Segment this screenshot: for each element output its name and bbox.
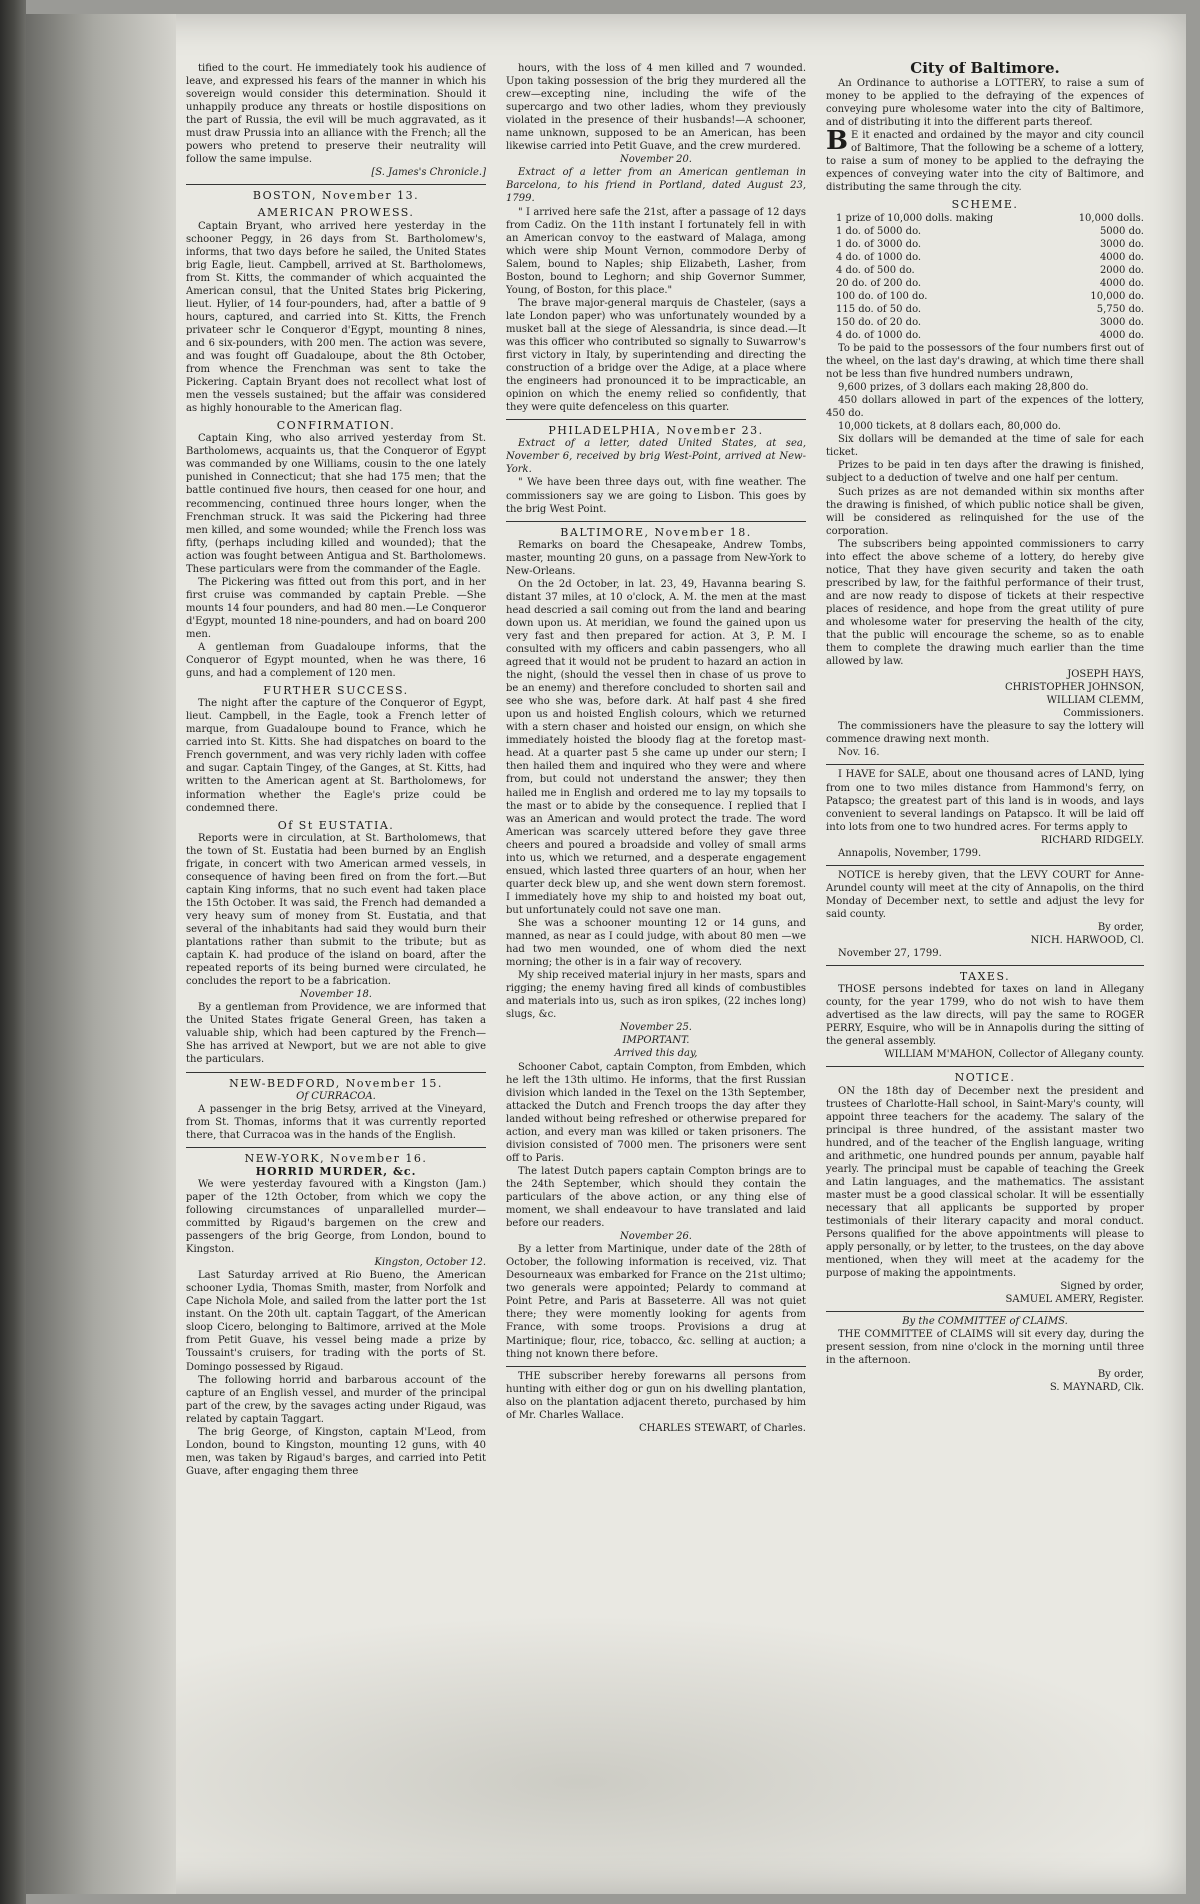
scheme-row [826,238,1144,251]
article-heading: FURTHER SUCCESS. [263,684,409,698]
article-heading: AMERICAN PROWESS. [257,206,415,220]
article-paragraph: " I arrived here safe the 21st, after a passage of 12 days from Cadiz. On the 11th instant I fortunately fell in with an American convoy to the eastward of Malaga, among which were ship Mount Vernon, commodore Derby of Salem, bound to Naples; ship Elizabeth, Lasher, from Boston, bound to Leghorn; and ship Governor Summer, Young, of Boston, for this place." [506,206,806,296]
article-paragraph: The latest Dutch papers captain Compton brings are to the 24th September, which should they contain the particulars of the above action, or any thing else of moment, we shall endeavour to have translated and laid before our readers. [506,1165,806,1230]
commissioner-name: CHRISTOPHER JOHNSON, [1004,682,1144,694]
book-spine [0,0,26,1904]
source-credit: [S. James's Chronicle.] [371,167,486,179]
column-rule [186,1147,486,1148]
column-rule [826,764,1144,765]
article-paragraph: The brave major-general marquis de Chasteler, (says a late London paper) who was unfortunately wounded by a musket ball at the siege of Alessandria, is since dead.—It was this officer who contributed so signally to Suwarrow's first victory in Italy, by superintending and directing the construction of a bridge over the Adige, at a place where the engineers had pronounced it to be impracticable, an opinion on which the enemy relied so confidently, that they were quite defenceless on this quarter. [506,297,806,414]
column-1 [186,62,486,1642]
notice-order: Signed by order, [1060,1281,1144,1293]
article-paragraph: She was a schooner mounting 12 or 14 guns, and manned, as near as I could judge, with about 80 men —we had two men wounded, one of whom died the next morning; the other is in a fair way of recovery. [506,918,806,969]
notice-date: Annapolis, November, 1799. [838,847,982,859]
advertisement-signature: NICH. HARWOOD, Cl. [1030,935,1144,947]
notice-date: November 27, 1799. [838,948,942,960]
article-paragraph: Captain King, who also arrived yesterday from St. Bartholomews, acquaints us, that the Conqueror of Egypt was commanded by one Williams, cousin to the one lately punished in Connecticut; that she had 175 men; that the battle continued five hours, then ceased for one hour, and recommencing, continued three hours longer, when the Frenchman struck. It was said the Pickering had three men killed, and some wounded; while the French loss was fifty, (perhaps including killed and wounded); that the action was fought between Antigua and St. Bartholomews. These particulars were from the commander of the Eagle. [186,433,486,575]
scheme-amount: 10,000 do. [1090,290,1144,302]
column-rule [506,1366,806,1367]
extract-intro: Extract of a letter from an American gentleman in Barcelona, to his friend in Portland, dated August 23, 1799. [506,167,806,205]
section-heading: City of Baltimore. [910,62,1060,77]
article-paragraph: The following horrid and barbarous account of the capture of an English vessel, and murder of the principal part of the crew, by the savages acting under Rigaud, was related by captain Taggart. [186,1374,486,1425]
scheme-row [826,277,1144,290]
article-paragraph: " We have been three days out, with fine weather. The commissioners say we are going to Lisbon. This goes by the brig West Point. [506,477,806,515]
claims-notice: THE COMMITTEE of CLAIMS will sit every day, during the present session, from nine o'clock in the morning until three in the afternoon. [826,1329,1144,1367]
column-rule [826,965,1144,966]
scheme-row [826,316,1144,329]
advertisement-signature: SAMUEL AMERY, Register. [1005,1294,1144,1306]
ordinance-title: An Ordinance to authorise a LOTTERY, to raise a sum of money to be applied to the defraying of the expences of conveying pure wholesome water into the city of Baltimore, and of distributing it into the different parts thereof. [826,78,1144,129]
scheme-amount: 3000 do. [1099,238,1144,250]
scheme-row [826,251,1144,264]
levy-notice: NOTICE is hereby given, that the LEVY COURT for Anne-Arundel county will meet at the city of Annapolis, on the third Monday of December next, to settle and adjust the levy for said county. [826,869,1144,920]
column-rule [506,521,806,522]
scheme-prize: 4 do. of 1000 do. [836,329,922,341]
scheme-prize: 1 do. of 5000 do. [836,225,922,237]
article-heading: NOTICE. [954,1071,1016,1085]
taxes-notice: THOSE persons indebted for taxes on land in Allegany county, for the year 1799, who do not wish to have them advertised as the law directs, will pay the same to ROGER PERRY, Esquire, who will be in Annapolis during the sitting of the general assembly. [826,984,1144,1048]
column-rule [506,419,806,420]
article-paragraph: We were yesterday favoured with a Kingston (Jam.) paper of the 12th October, from which we copy the following circumstances of unparallelled murder—committed by Rigaud's bargemen on the crew and passengers of the brig George, from London, bound to Kingston. [186,1178,486,1256]
article-heading: HORRID MURDER, &c. [255,1164,417,1178]
extract-intro: Extract of a letter, dated United States, at sea, November 6, received by brig West-Point, arrived at New-York. [506,438,806,476]
article-paragraph: hours, with the loss of 4 men killed and 7 wounded. Upon taking possession of the brig they murdered all the crew—excepting nine, including the wife of the supercargo and two other ladies, whom they previously violated in the presence of their husbands!—A schooner, name unknown, supposed to be an American, has been likewise carried into Petit Guave, and the crew murdered. [506,63,806,153]
scheme-amount: 4000 do. [1099,329,1144,341]
commissioners-label: Commissioners. [1063,708,1144,720]
article-paragraph: Last Saturday arrived at Rio Bueno, the American schooner Lydia, Thomas Smith, master, from Norfolk and Cape Nichola Mole, and sailed from the latter port the 1st instant. On the 20th ult. captain Taggart, of the American sloop Cicero, belonging to Baltimore, arrived at the Mole from Petit Guave, his vessel being made a prize by Toussaint's cruisers, for trading with the ports of St. Domingo possessed by Rigaud. [186,1270,486,1373]
article-paragraph: The night after the capture of the Conqueror of Egypt, lieut. Campbell, in the Eagle, took a French letter of marque, from Guadaloupe bound to France, which he carried into St. Kitts. She had dispatches on board to the French government, and was very richly laden with coffee and sugar. Captain Tingey, of the Ganges, at St. Kitts, had written to the American agent at St. Bartholomews, for information whether the Eagle's prize could be condemned there. [186,698,486,814]
scheme-note: To be paid to the possessors of the four numbers first out of the wheel, on the last day's drawing, at which time there shall not be less than five hundred numbers undrawn, [826,342,1144,381]
academy-notice: ON the 18th day of December next the president and trustees of Charlotte-Hall school, in Saint-Mary's county, will appoint three teachers for the academy. The salary of the principal is three hundred, of the assistant master two hundred, and of the teacher of the English language, writing and arithmetic, one hundred pounds per annum, payable half yearly. The principal must be capable of teaching the Greek and Latin languages, and the mathematics. The assistant master must be a good classical scholar. It will be essentially necessary that all applicants be supported by proper testimonials of their literary capacity and moral conduct. Persons qualified for the above appointments will please to apply personally, or by letter, to the trustees, on the day above mentioned, when they will meet at the academy for the purpose of making the appointments. [826,1085,1144,1280]
scheme-prize: 20 do. of 200 do. [836,277,922,289]
scheme-row [826,212,1144,225]
column-3 [826,62,1144,1882]
date-subheading: November 18. [299,989,372,1001]
article-heading: CONFIRMATION. [276,419,396,433]
article-heading: Of St EUSTATIA. [277,818,395,832]
advertisement-text: THE subscriber hereby forewarns all persons from hunting with either dog or gun on his dwelling plantation, also on the plantation adjacent thereto, purchased by him of Mr. Charles Wallace. [506,1370,806,1421]
column-rule [826,865,1144,866]
date-subheading: November 20. [619,154,692,166]
article-paragraph: On the 2d October, in lat. 23, 49, Havanna bearing S. distant 37 miles, at 10 o'clock, A. M. the men at the mast head descried a sail coming out from the land and bearing down upon us. At meridian, we found the gained upon us very fast and then prepared for action. At 3, P. M. I consulted with my officers and cabin passengers, who all agreed that it would not be prudent to hazard an action in the night, (should the vessel then in chase of us prove to be an enemy) and therefore concluded to shorten sail and see who she was, before dark. At half past 4 she fired upon us and hoisted English colours, which we returned with a stern chaser and hoisted our ensign, on which she immediately hoisted the bloody flag at the foretop mast-head. At a quarter past 5 she came up under our stern; I then hailed them and inquired who they were and where from, but could not understand the answer; they then hailed me in English and ordered me to lay my topsails to the mast or to abide by the consequence. I replied that I was an American and would protect the trade. The word American was scarcely uttered before they gave three cheers and poured a broadside and volley of small arms into us, which we returned, and a desperate engagement ensued, which lasted three quarters of an hour, when her quarter deck blew up, and she went down stern foremost. I immediately hove my ship to and hoisted my boat out, but unfortunately could not save one man. [506,578,806,916]
article-paragraph: A passenger in the brig Betsy, arrived at the Vineyard, from St. Thomas, informs that it was currently reported there, that Curracoa was in the hands of the English. [186,1103,486,1141]
dateline-heading: NEW-YORK, November 16. [244,1151,428,1165]
notice-order: By order, [1097,922,1144,933]
dateline-heading: BOSTON, November 13. [252,189,420,203]
binding-gutter-shadow [26,14,176,1894]
article-paragraph: Schooner Cabot, captain Compton, from Embden, which he left the 13th ultimo. He informs, that the first Russian division which landed in the Texel on the 13th September, attacked the Dutch and French troops the day after they landed without being refreshed or otherwise prepared for action, and every man was killed or taken prisoners. The division consisted of 7000 men. The prisoners were sent off to Paris. [506,1061,806,1164]
article-paragraph: Captain Bryant, who arrived here yesterday in the schooner Peggy, in 26 days from St. Bartholomew's, informs, that two days before he sailed, the United States brig Eagle, lieut. Campbell, arrived at St. Bartholomews, from St. Kitts, the commander of which acquainted the American consul, that the United States brig Pickering, lieut. Hylier, of 14 four-pounders, had, after a battle of 9 hours, captured, and carried into St. Kitts, the French privateer schr le Conqueror d'Egypt, mounting 8 nines, and 6 six-pounders, with 200 men. The action was severe, and was fought off Guadaloupe, about the 8th October, from whence the Frenchman was sent to take the Pickering. Captain Bryant does not recollect what lost of men the vessels sustained; but the affair was considered as highly honourable to the American flag. [186,220,486,415]
article-paragraph: A gentleman from Guadaloupe informs, that the Conqueror of Egypt mounted, when he was there, 16 guns, and had a complement of 120 men. [186,642,486,680]
scheme-row [826,264,1144,277]
scheme-amount: 10,000 dolls. [1078,212,1144,224]
ordinance-paragraph: Such prizes as are not demanded within six months after the drawing is finished, of which public notice shall be given, will be considered as relinquished for the use of the corporation. [826,486,1144,537]
article-heading: IMPORTANT. [622,1035,690,1047]
commissioner-name: JOSEPH HAYS, [1067,669,1144,681]
scheme-note: 450 dollars allowed in part of the expences of the lottery, 450 do. [826,395,1144,420]
dateline-heading: BALTIMORE, November 18. [560,525,752,539]
drop-cap: B [826,126,848,157]
scheme-note: 9,600 prizes, of 3 dollars each making 28,800 do. [838,382,1089,394]
scheme-row [826,225,1144,238]
date-subheading: November 25. [619,1022,692,1034]
advertisement-signature: CHARLES STEWART, of Charles. [639,1422,806,1434]
scheme-amount: 3000 do. [1099,316,1144,328]
article-paragraph: Remarks on board the Chesapeake, Andrew Tombs, master, mounting 20 guns, on a passage from New-York to New-Orleans. [506,539,806,577]
scheme-prize: 150 do. of 20 do. [836,316,922,328]
column-rule [826,1066,1144,1067]
notice-order: By order, [1097,1368,1144,1380]
scheme-table [826,212,1144,342]
scheme-amount: 4000 do. [1099,251,1144,263]
advertisement-signature: WILLIAM M'MAHON, Collector of Allegany county. [884,1049,1144,1061]
scheme-prize: 115 do. of 50 do. [836,303,922,315]
scheme-amount: 5000 do. [1099,225,1144,237]
ordinance-paragraph: The subscribers being appointed commissioners to carry into effect the above scheme of a lottery, do hereby give notice, That they have given security and taken the oath prescribed by law, for the faithful performance of their trust, and are now ready to dispose of tickets at their respective places of residence, and hope from the great utility of pure and wholesome water for preserving the health of the city, that the public will encourage the scheme, so as to enable them to complete the drawing much earlier than the time allowed by law. [826,538,1144,668]
column-2 [506,62,806,1882]
advertisement-signature: S. MAYNARD, Clk. [1049,1381,1144,1393]
scheme-prize: 4 do. of 500 do. [836,264,915,276]
column-rule [186,184,486,185]
article-subheading: Arrived this day, [614,1048,698,1060]
scheme-prize: 1 do. of 3000 do. [836,238,922,250]
advertisement-signature: RICHARD RIDGELY. [1040,834,1144,846]
scheme-prize: 100 do. of 100 do. [836,290,928,302]
scheme-prize: 1 prize of 10,000 dolls. making [836,212,994,224]
scheme-row [826,290,1144,303]
article-paragraph: tified to the court. He immediately took his audience of leave, and expressed his fears of the manner in which his sovereign would consider this determination. Should it unhappily produce any threats or hostile dispositions on the part of Russia, the evil will be much aggravated, as it must draw Prussia into an alliance with the French; all the powers who pretend to preserve their neutrality will follow the same impulse. [186,63,486,166]
scheme-note: Six dollars will be demanded at the time of sale for each ticket. [826,434,1144,459]
newspaper-page [26,14,1186,1894]
article-paragraph: By a gentleman from Providence, we are informed that the United States frigate General Green, has taken a valuable ship, which had been captured by the French—She has arrived at Newport, but we are not able to give the particulars. [186,1002,486,1066]
article-paragraph: By a letter from Martinique, under date of the 28th of October, the following information is received, viz. That Desourneaux was embarked for France on the 21st ultimo; two generals were appointed; Pelardy to command at Point Petre, and Paris at Basseterre. All was not quiet there; they were momently looking for agents from France, with some troops. Provisions a drug at Martinique; flour, rice, tobacco, &c. selling at auction; a thing not known there before. [506,1244,806,1360]
ordinance-body: E it enacted and ordained by the mayor and city council of Baltimore, That the following be a scheme of a lottery, to raise a sum of money to be applied to the defraying the expences of conveying water into the city of Baltimore, and distributing the same through the city. [826,130,1144,194]
commissioners-note: The commissioners have the pleasure to say the lottery will commence drawing next month. [826,721,1144,746]
scheme-row [826,303,1144,316]
scheme-heading: SCHEME. [951,198,1019,212]
article-paragraph: The brig George, of Kingston, captain M'Leod, from London, bound to Kingston, mounting 12 guns, with 40 men, was taken by Rigaud's barges, and carried into Petit Guave, after engaging them three [186,1426,486,1477]
article-paragraph: The Pickering was fitted out from this port, and in her first cruise was commanded by captain Preble. —She mounts 14 four pounders, and had 80 men.—Le Conqueror d'Egypt, mounted 18 nine-pounders, and had on board 200 men. [186,576,486,640]
article-heading: TAXES. [959,970,1011,984]
ordinance-paragraph: Prizes to be paid in ten days after the drawing is finished, subject to a deduction of twelve and one half per centum. [826,460,1144,485]
date-subheading: November 26. [619,1231,692,1243]
dateline-heading: NEW-BEDFORD, November 15. [229,1076,443,1090]
article-paragraph: Reports were in circulation, at St. Bartholomews, that the town of St. Eustatia had been burned by an English frigate, in concert with two American armed vessels, in consequence of having been fired on from the fort.—But captain King informs, that no such event had taken place the 15th October. It was said, the French had demanded a very heavy sum of money from St. Eustatia, and that several of the inhabitants had said they would burn their plantations rather than submit to the tribute; but as captain K. had produce of the island on board, after the repeated reports of its being burned were circulated, he concludes the report to be a fabrication. [186,832,486,988]
article-subheading: Of CURRACOA. [296,1090,376,1102]
land-advertisement: I HAVE for SALE, about one thousand acres of LAND, lying from one to two miles distance from Hammond's ferry, on Patapsco; the greatest part of this land is in woods, and lays convenient to several landings on Patapsco. It will be laid off into lots from one to two hundred acres. For terms apply to [826,769,1144,833]
scheme-note: 10,000 tickets, at 8 dollars each, 80,000 do. [838,421,1061,433]
dateline: Kingston, October 12. [374,1257,486,1269]
scheme-prize: 4 do. of 1000 do. [836,251,922,263]
scheme-amount: 2000 do. [1099,264,1144,276]
scheme-row [826,329,1144,342]
ordinance-text [826,126,1144,194]
column-rule [826,1311,1144,1312]
column-rule [186,1072,486,1073]
scheme-amount: 4000 do. [1099,277,1144,289]
dateline-heading: PHILADELPHIA, November 23. [548,424,764,438]
article-paragraph: My ship received material injury in her masts, spars and rigging; the enemy having fired all kinds of combustibles and materials into us, such as iron spikes, (22 inches long) slugs, &c. [506,970,806,1021]
claims-heading: By the COMMITTEE of CLAIMS. [902,1316,1068,1328]
commissioner-name: WILLIAM CLEMM, [1046,695,1144,707]
scheme-amount: 5,750 do. [1096,303,1144,315]
notice-date: Nov. 16. [838,747,880,759]
